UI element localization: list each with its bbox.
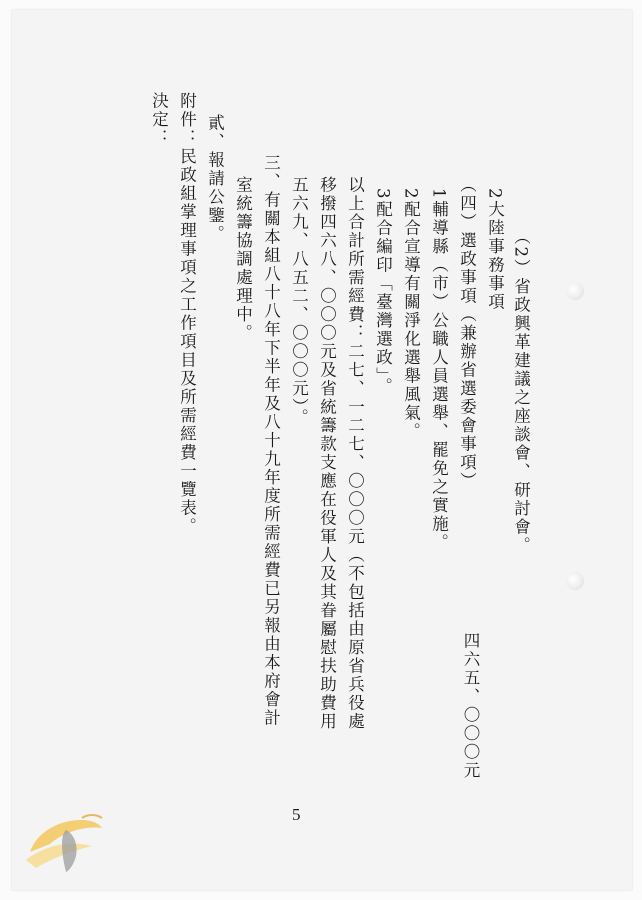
text-column-4: 1輔導縣（市）公職人員選舉、罷免之實施。 bbox=[429, 188, 449, 552]
taiwan-map-logo-stamp bbox=[22, 806, 108, 876]
text-column-10: 三、有關本組八十八年下半年及八十九年度所需經費已另報由本府會計 bbox=[261, 154, 281, 728]
punch-hole-upper bbox=[566, 282, 584, 300]
text-column-11: 室統籌協調處理中。 bbox=[233, 176, 253, 343]
text-column-12: 貳、報請公鑒。 bbox=[205, 114, 225, 244]
page-number: 5 bbox=[292, 805, 301, 824]
text-column-14: 決定： bbox=[149, 92, 169, 148]
punch-hole-lower bbox=[566, 572, 584, 590]
text-column-9: 五六九、八五二、〇〇〇元）。 bbox=[289, 176, 309, 427]
text-column-3: （四）選政事項（兼辦省選委會事項） bbox=[457, 176, 477, 491]
text-column-6: 3配合編印「臺灣選政」。 bbox=[373, 188, 393, 396]
text-column-8: 移撥四六八、〇〇〇元及省統籌款支應在役軍人及其眷屬慰扶助費用 bbox=[317, 176, 337, 731]
text-column-7: 以上合計所需經費：二七、一二七、〇〇〇元（不包括由原省兵役處 bbox=[345, 176, 365, 731]
text-column-1: （2）省政興革建議之座談會、研討會。 bbox=[511, 228, 531, 555]
text-column-13: 附件：民政組掌理事項之工作項目及所需經費一覽表。 bbox=[177, 92, 197, 536]
text-column-5: 2配合宣導有關淨化選舉風氣。 bbox=[401, 188, 421, 441]
amount-note: 四六五、〇〇〇元 bbox=[461, 632, 480, 780]
text-column-2: 2大陸事務事項 bbox=[485, 188, 505, 312]
